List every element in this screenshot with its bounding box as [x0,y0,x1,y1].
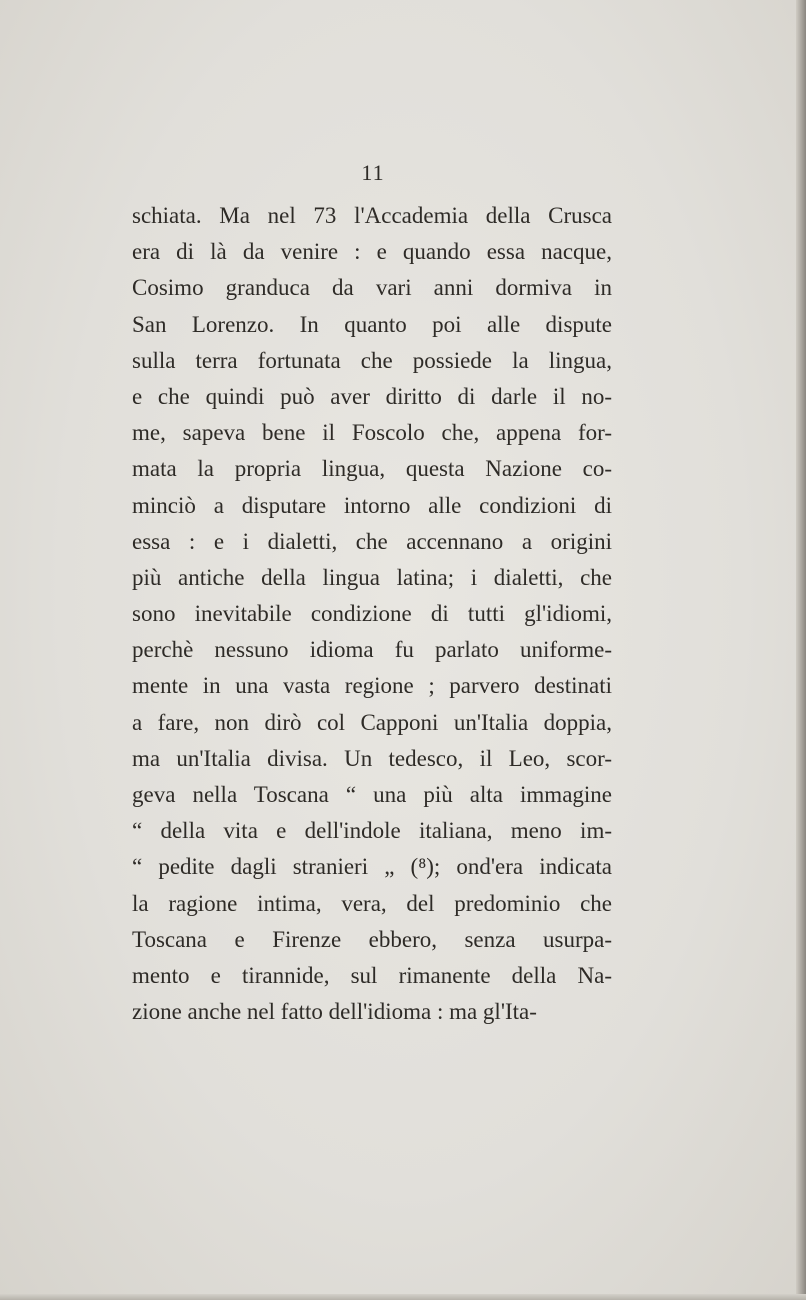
text-line: geva nella Toscana “ una più alta immagine [132,782,612,807]
text-line: me, sapeva bene il Foscolo che, appena for- [132,420,612,446]
text-line: mata la propria lingua, questa Nazione co- [132,456,612,482]
text-line: zione anche nel fatto dell'idioma : ma gl'Ita- [132,999,537,1025]
text-line: “ pedite dagli stranieri „ (⁸); ond'era indicata [132,854,612,880]
text-line: la ragione intima, vera, del predominio che [132,890,612,916]
text-line: Toscana e Firenze ebbero, senza usurpa- [132,926,612,952]
page-bottom-edge [0,1294,806,1300]
text-line: essa : e i dialetti, che accennano a origini [132,528,612,554]
text-line: perchè nessuno idioma fu parlato uniforme- [132,637,612,663]
page-number: 11 [361,160,385,185]
text-line: “ della vita e dell'indole italiana, meno im- [132,818,612,844]
text-line: mento e tirannide, sul rimanente della Na- [132,962,612,988]
body-text [132,198,612,1030]
text-line: minciò a disputare intorno alle condizioni di [132,492,612,518]
text-line: sulla terra fortunata che possiede la lingua, [132,347,612,373]
text-line: a fare, non dirò col Capponi un'Italia doppia, [132,709,612,735]
text-line: più antiche della lingua latina; i dialetti, che [132,564,612,590]
text-line: Cosimo granduca da vari anni dormiva in [132,275,612,301]
text-line: ma un'Italia divisa. Un tedesco, il Leo, scor- [132,745,612,771]
text-line: sono inevitabile condizione di tutti gl'idiomi, [132,601,612,627]
text-line: e che quindi può aver diritto di darle il no- [132,383,612,409]
text-line: era di là da venire : e quando essa nacque, [132,239,612,265]
page-edge-shadow [796,0,806,1300]
text-line: schiata. Ma nel 73 l'Accademia della Crusca [132,203,612,228]
text-line: San Lorenzo. In quanto poi alle dispute [132,311,612,337]
text-line: mente in una vasta regione ; parvero destinati [132,673,612,699]
